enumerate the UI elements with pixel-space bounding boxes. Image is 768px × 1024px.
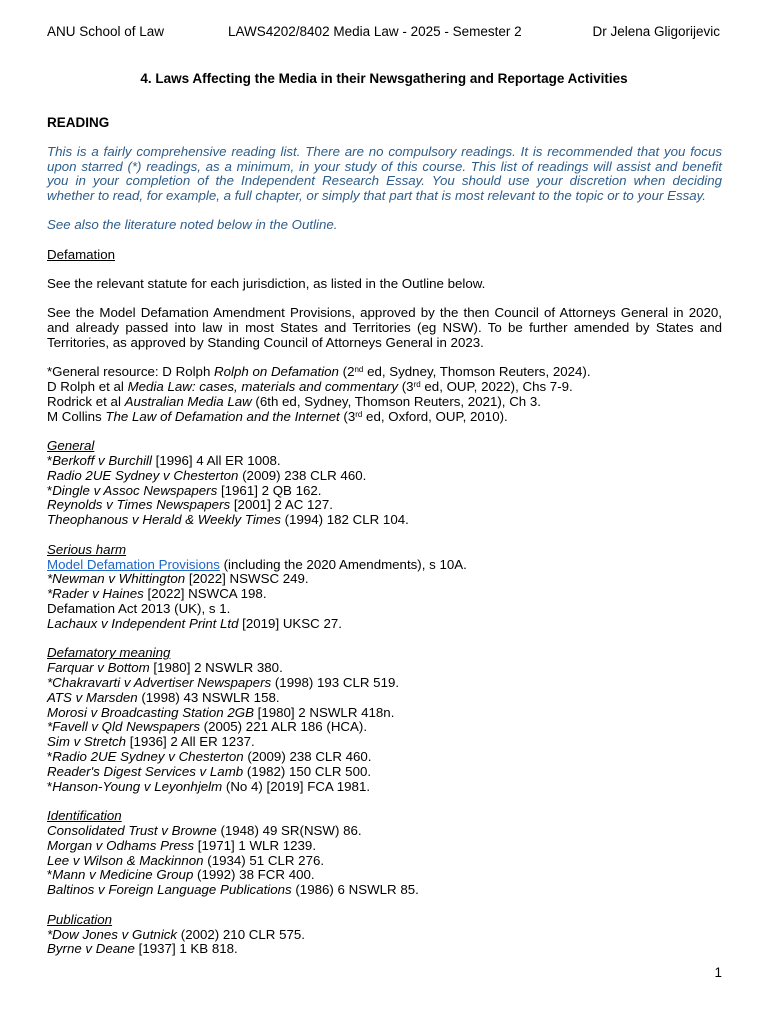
- header-lecturer: Dr Jelena Gligorijevic: [592, 24, 720, 39]
- list-item: Sim v Stretch [1936] 2 All ER 1237.: [47, 734, 255, 750]
- list-item: D Rolph et al Media Law: cases, materials and commentary (3rd ed, OUP, 2022), Chs 7-9.: [47, 379, 573, 395]
- identification-section: [47, 809, 722, 898]
- subheading-serious-harm: Serious harm: [47, 541, 127, 557]
- list-item: Lachaux v Independent Print Ltd [2019] UKSC 27.: [47, 615, 342, 631]
- list-item: Reader's Digest Services v Lamb (1982) 150 CLR 500.: [47, 763, 372, 779]
- see-also-note: See also the literature noted below in the Outline.: [47, 217, 338, 233]
- subheading-identification: Identification: [47, 808, 122, 824]
- list-item: *Mann v Medicine Group (1992) 38 FCR 400.: [47, 867, 315, 883]
- list-item: *Newman v Whittington [2022] NSWSC 249.: [47, 571, 309, 587]
- general-resources-list: [47, 365, 722, 424]
- serious-harm-section: [47, 543, 722, 632]
- model-provisions-note: See the Model Defamation Amendment Provisions, approved by the then Council of Attorneys General in 2020, and already passed into law in most States and Territories (eg NSW). To be further amended by States and Territories, as approved by Standing Council of Attorneys General in 2023.: [47, 305, 722, 350]
- defamatory-meaning-section: [47, 646, 722, 794]
- list-item: Theophanous v Herald & Weekly Times (1994) 182 CLR 104.: [47, 512, 409, 528]
- page-number: 1: [714, 965, 722, 980]
- general-cases-section: [47, 439, 722, 528]
- model-defamation-provisions-link[interactable]: Model Defamation Provisions: [47, 556, 220, 572]
- list-item: Model Defamation Provisions (including the 2020 Amendments), s 10A.: [47, 556, 467, 572]
- list-item: Defamation Act 2013 (UK), s 1.: [47, 601, 231, 617]
- list-item: Radio 2UE Sydney v Chesterton (2009) 238 CLR 460.: [47, 467, 367, 483]
- list-item: *Chakravarti v Advertiser Newspapers (1998) 193 CLR 519.: [47, 675, 400, 690]
- list-item: *Favell v Qld Newspapers (2005) 221 ALR 186 (HCA).: [47, 719, 368, 735]
- list-item: Morosi v Broadcasting Station 2GB [1980] 2 NSWLR 418n.: [47, 704, 395, 720]
- list-item: Byrne v Deane [1937] 1 KB 818.: [47, 941, 238, 957]
- statute-note: See the relevant statute for each jurisdiction, as listed in the Outline below.: [47, 276, 486, 292]
- subheading-general: General: [47, 438, 95, 454]
- list-item: Lee v Wilson & Mackinnon (1934) 51 CLR 276.: [47, 852, 325, 868]
- list-item: *Dow Jones v Gutnick (2002) 210 CLR 575.: [47, 926, 305, 942]
- list-item: *Dingle v Assoc Newspapers [1961] 2 QB 162.: [47, 482, 322, 498]
- section-title: 4. Laws Affecting the Media in their Newsgathering and Reportage Activities: [140, 71, 628, 86]
- list-item: ATS v Marsden (1998) 43 NSWLR 158.: [47, 689, 280, 705]
- intro-paragraph: This is a fairly comprehensive reading list. There are no compulsory readings. It is recommended that you focus upon starred (*) readings, as a minimum, in your study of this course. This list of readings will assist and benefit you in your completion of the Independent Research Essay. You should use your discretion when deciding whether to read, for example, a full chapter, or simply that part that is most relevant to the topic or to your Essay.: [47, 143, 722, 204]
- defamation-heading: Defamation: [47, 246, 115, 262]
- list-item: Rodrick et al Australian Media Law (6th ed, Sydney, Thomson Reuters, 2021), Ch 3.: [47, 393, 541, 409]
- reading-heading: READING: [47, 115, 110, 130]
- list-item: *General resource: D Rolph Rolph on Defamation (2nd ed, Sydney, Thomson Reuters, 2024).: [47, 364, 591, 380]
- list-item: Farquar v Bottom [1980] 2 NSWLR 380.: [47, 660, 283, 676]
- subheading-publication: Publication: [47, 911, 113, 927]
- header-course: LAWS4202/8402 Media Law - 2025 - Semester 2: [228, 24, 522, 39]
- list-item: *Berkoff v Burchill [1996] 4 All ER 1008.: [47, 453, 281, 469]
- document-body: [47, 116, 722, 972]
- page-header: [47, 24, 720, 42]
- list-item: M Collins The Law of Defamation and the Internet (3rd ed, Oxford, OUP, 2010).: [47, 408, 508, 424]
- list-item: Baltinos v Foreign Language Publications (1986) 6 NSWLR 85.: [47, 882, 419, 898]
- list-item: *Rader v Haines [2022] NSWCA 198.: [47, 586, 267, 602]
- header-school: ANU School of Law: [47, 24, 165, 39]
- publication-section: [47, 913, 722, 957]
- list-item: Morgan v Odhams Press [1971] 1 WLR 1239.: [47, 837, 317, 853]
- subheading-defamatory-meaning: Defamatory meaning: [47, 645, 171, 661]
- list-item: *Radio 2UE Sydney v Chesterton (2009) 238 CLR 460.: [47, 748, 372, 764]
- list-item: Reynolds v Times Newspapers [2001] 2 AC 127.: [47, 497, 333, 513]
- list-item: Consolidated Trust v Browne (1948) 49 SR(NSW) 86.: [47, 822, 362, 838]
- list-item: *Hanson-Young v Leyonhjelm (No 4) [2019] FCA 1981.: [47, 778, 371, 794]
